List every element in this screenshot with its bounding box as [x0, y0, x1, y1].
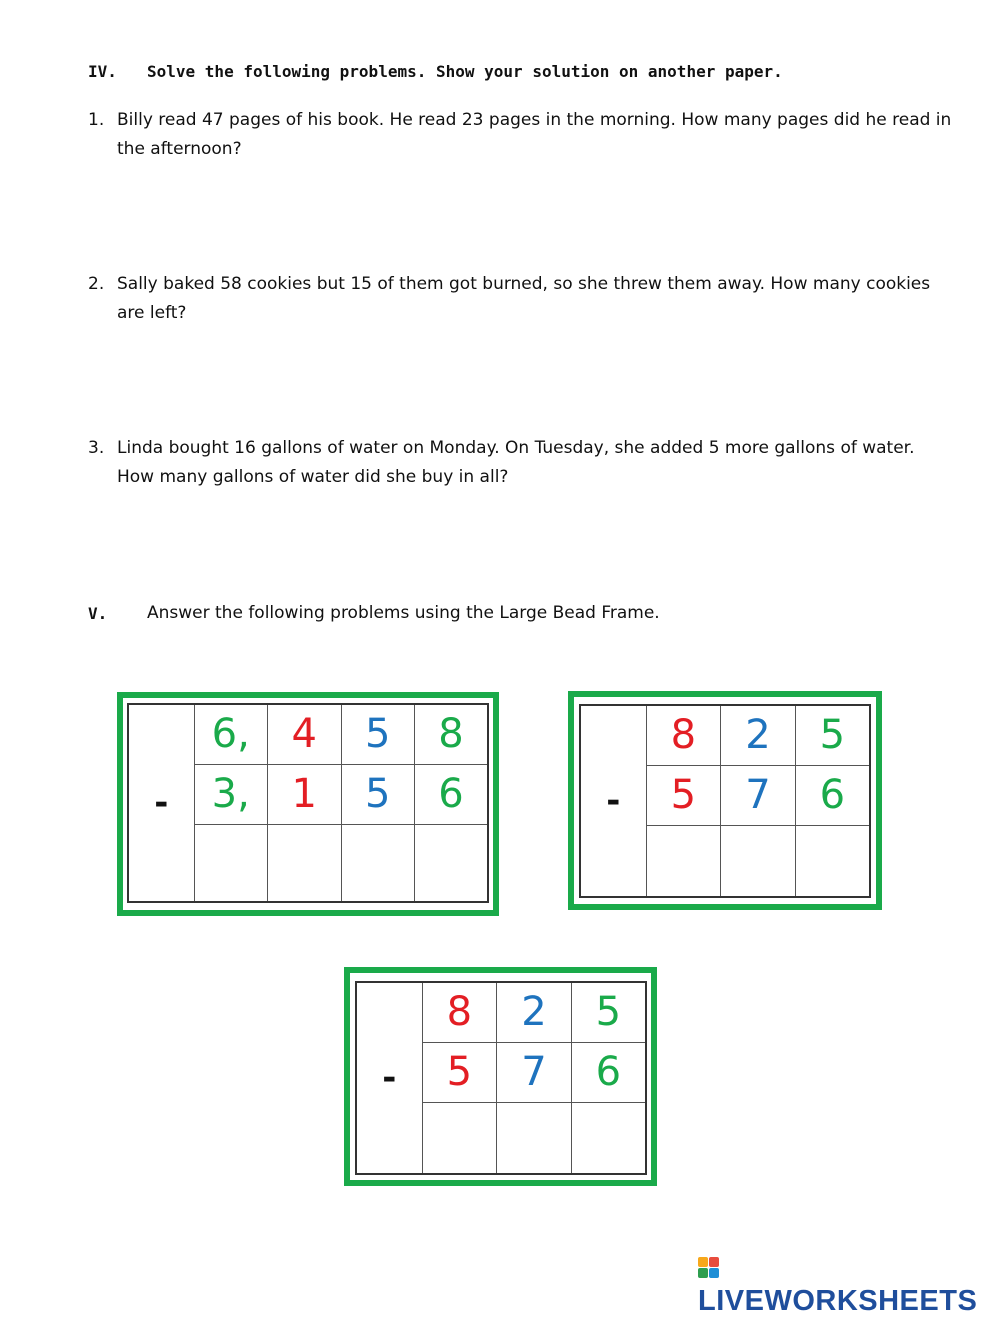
- digit-cell: 8: [422, 982, 497, 1042]
- operator-sign: -: [580, 705, 646, 897]
- digit-cell: 2: [497, 982, 572, 1042]
- answer-cell[interactable]: [268, 824, 342, 902]
- digit-cell: 4: [268, 704, 342, 764]
- section-v-number: V.: [88, 604, 108, 623]
- digit-cell: 8: [415, 704, 489, 764]
- liveworksheets-logo-icon: [698, 1257, 720, 1279]
- problem-3-number: 3.: [88, 438, 105, 458]
- digit-cell: 6: [795, 765, 870, 825]
- subtraction-table-1: [127, 703, 489, 903]
- subtraction-table-2: [579, 704, 871, 898]
- answer-cell[interactable]: [415, 824, 489, 902]
- digit-cell: 6: [415, 764, 489, 824]
- problem-3-text: Linda bought 16 gallons of water on Monday. On Tuesday, she added 5 more gallons of water. How many gallons of water did she buy in all?: [117, 438, 915, 487]
- digit-cell: 5: [341, 764, 415, 824]
- answer-cell[interactable]: [646, 825, 721, 897]
- digit-cell: 5: [422, 1042, 497, 1102]
- subtraction-table-3: [355, 981, 647, 1175]
- operator-sign: -: [356, 982, 422, 1174]
- problem-2-text: Sally baked 58 cookies but 15 of them got burned, so she threw them away. How many cookies are left?: [117, 274, 931, 323]
- bead-frame-2: [568, 691, 882, 910]
- logo-text: LIVEWORKSHEETS: [698, 1285, 978, 1317]
- digit-cell: 6: [571, 1042, 646, 1102]
- digit-cell: 6,: [194, 704, 268, 764]
- problem-1-number: 1.: [88, 110, 105, 130]
- operator-sign: -: [128, 704, 194, 902]
- digit-cell: 5: [341, 704, 415, 764]
- digit-cell: 2: [721, 705, 796, 765]
- digit-cell: 7: [497, 1042, 572, 1102]
- digit-cell: 3,: [194, 764, 268, 824]
- section-iv-instruction: Solve the following problems. Show your solution on another paper.: [147, 62, 783, 81]
- answer-cell[interactable]: [795, 825, 870, 897]
- digit-cell: 1: [268, 764, 342, 824]
- digit-cell: 5: [571, 982, 646, 1042]
- liveworksheets-logo[interactable]: [698, 1252, 1000, 1318]
- answer-cell[interactable]: [497, 1102, 572, 1174]
- answer-cell[interactable]: [422, 1102, 497, 1174]
- digit-cell: 8: [646, 705, 721, 765]
- problem-2-number: 2.: [88, 274, 105, 294]
- digit-cell: 5: [646, 765, 721, 825]
- answer-cell[interactable]: [341, 824, 415, 902]
- answer-cell[interactable]: [571, 1102, 646, 1174]
- problem-1-text: Billy read 47 pages of his book. He read 23 pages in the morning. How many pages did he read in the afternoon?: [117, 110, 952, 159]
- digit-cell: 5: [795, 705, 870, 765]
- answer-cell[interactable]: [721, 825, 796, 897]
- section-iv-number: IV.: [88, 62, 117, 81]
- digit-cell: 7: [721, 765, 796, 825]
- bead-frame-3: [344, 967, 657, 1186]
- section-v-instruction: Answer the following problems using the Large Bead Frame.: [147, 603, 660, 623]
- answer-cell[interactable]: [194, 824, 268, 902]
- bead-frame-1: [117, 692, 499, 916]
